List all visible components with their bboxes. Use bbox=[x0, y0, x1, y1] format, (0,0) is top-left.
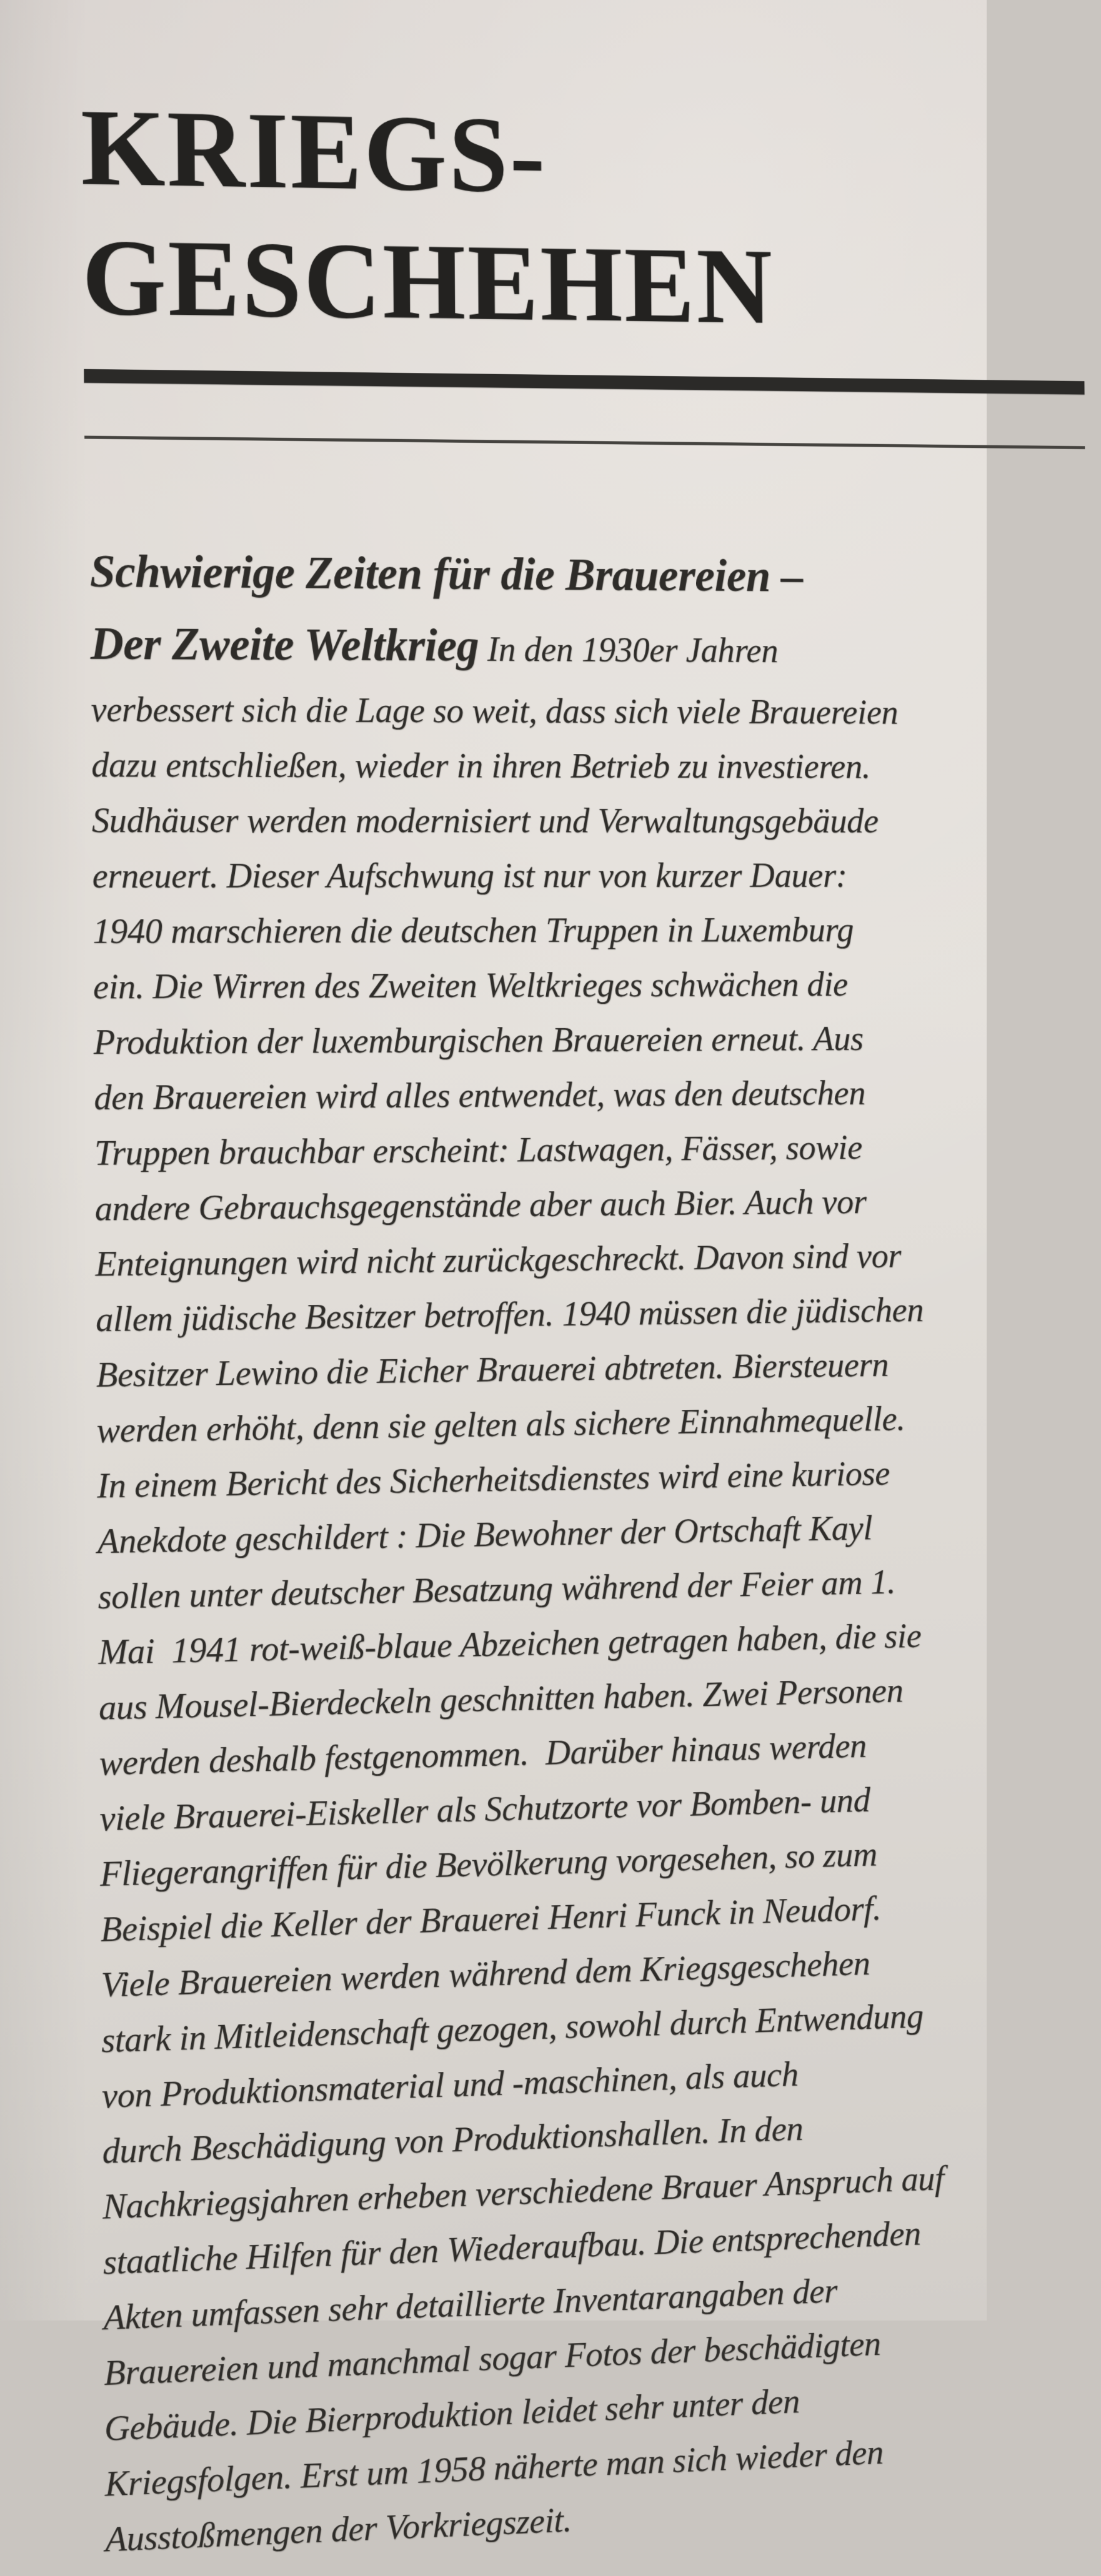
body-line bbox=[93, 961, 935, 1019]
body-line-text: Mai 1941 rot-weiß-blaue Abzeichen getragen haben, die sie bbox=[98, 1616, 922, 1672]
body-line-text: Nachkriegsjahren erheben verschiedene Brauer Anspruch auf bbox=[102, 2159, 944, 2227]
body-line bbox=[93, 1016, 935, 1075]
body-line-text: dazu entschließen, wieder in ihren Betrieb zu investieren. bbox=[91, 745, 871, 786]
body-line-text: Gebäude. Die Bierproduktion leidet sehr unter den bbox=[104, 2382, 800, 2449]
body-line-text: Brauereien und manchmal sogar Fotos der beschädigten bbox=[104, 2324, 881, 2394]
body-line-text: Beispiel die Keller der Brauerei Henri Funck in Neudorf. bbox=[100, 1889, 882, 1949]
body-line-text: Anekdote geschildert : Die Bewohner der Ortschaft Kayl bbox=[97, 1508, 873, 1562]
subtitle-lead-text: Schwierige Zeiten für die Brauereien – bbox=[89, 546, 804, 602]
body-line bbox=[91, 741, 933, 798]
body-line-text: viele Brauerei-Eiskeller als Schutzorte vor Bomben- und bbox=[99, 1780, 870, 1839]
body-line-text: Kriegsfolgen. Erst um 1958 näherte man sich wieder den bbox=[104, 2432, 884, 2504]
body-line-text: aus Mousel-Bierdeckeln geschnitten haben. Zwei Personen bbox=[98, 1671, 904, 1728]
body-line-text: durch Beschädigung von Produktionshallen. In den bbox=[102, 2109, 804, 2171]
body-line bbox=[95, 1232, 937, 1296]
thin-divider-rule bbox=[84, 436, 1085, 450]
body-line bbox=[91, 686, 932, 744]
body-line-text: den Brauereien wird alles entwendet, was den deutschen bbox=[94, 1073, 866, 1117]
body-line bbox=[89, 542, 932, 619]
body-line-text: Truppen brauchbar erscheint: Lastwagen, Fässer, sowie bbox=[94, 1128, 863, 1173]
body-line-text: In einem Bericht des Sicherheitsdienstes wird eine kuriose bbox=[97, 1454, 890, 1506]
body-line bbox=[94, 1124, 936, 1185]
body-line-text: erneuert. Dieser Aufschwung ist nur von kurzer Dauer: bbox=[92, 856, 847, 896]
body-line-text: Fliegerangriffen für die Bevölkerung vorgesehen, so zum bbox=[99, 1835, 877, 1894]
body-line-text: andere Gebrauchsgegenstände aber auch Bier. Auch vor bbox=[94, 1182, 867, 1229]
body-line-text: Produktion der luxemburgischen Brauereien erneut. Aus bbox=[93, 1019, 864, 1063]
body-line bbox=[92, 853, 934, 908]
panel-title bbox=[81, 82, 775, 350]
body-line-text: Sudhäuser werden modernisiert und Verwaltungsgebäude bbox=[91, 801, 879, 841]
body-line-text: werden deshalb festgenommen. Darüber hinaus werden bbox=[99, 1726, 867, 1783]
body-line-text: In den 1930er Jahren bbox=[479, 630, 779, 670]
body-line-text: werden erhöht, denn sie gelten als sichere Einnahmequelle. bbox=[96, 1399, 905, 1450]
body-line-text: staatliche Hilfen für den Wiederaufbau. Die entsprechenden bbox=[102, 2214, 921, 2282]
body-line-text: ein. Die Wirren des Zweiten Weltkrieges schwächen die bbox=[92, 964, 849, 1007]
article-lines bbox=[89, 542, 947, 2572]
body-line-text: verbessert sich die Lage so weit, dass sich viele Brauereien bbox=[91, 690, 899, 732]
body-line-text: Ausstoßmengen der Vorkriegszeit. bbox=[105, 2500, 572, 2560]
body-line-text: 1940 marschieren die deutschen Truppen in Luxemburg bbox=[92, 910, 854, 951]
thick-divider-rule bbox=[84, 369, 1084, 395]
body-line bbox=[92, 797, 934, 853]
body-line bbox=[92, 907, 934, 964]
body-line bbox=[96, 1287, 937, 1352]
body-line-text: stark in Mitleidenschaft gezogen, sowohl durch Entwendung bbox=[101, 1996, 924, 2061]
body-line bbox=[94, 1178, 936, 1241]
body-line-text: Viele Brauereien werden während dem Kriegsgeschehen bbox=[101, 1943, 870, 2005]
subtitle-lead-text: Der Zweite Weltkrieg bbox=[90, 618, 479, 671]
body-line-text: von Produktionsmaterial und -maschinen, als auch bbox=[101, 2054, 799, 2116]
body-line bbox=[94, 1069, 935, 1129]
title-line-2: GESCHEHEN bbox=[81, 216, 775, 347]
body-line-text: sollen unter deutscher Besatzung während der Feier am 1. bbox=[97, 1562, 896, 1617]
body-line-text: Akten umfassen sehr detaillierte Inventarangaben der bbox=[103, 2271, 838, 2338]
body-line-text: Besitzer Lewino die Eicher Brauerei abtreten. Biersteuern bbox=[96, 1345, 889, 1395]
title-line-1: KRIEGS- bbox=[80, 87, 547, 215]
body-line-text: Enteignungen wird nicht zurückgeschreckt. Davon sind vor bbox=[95, 1236, 902, 1284]
body-line bbox=[90, 614, 932, 690]
body-line-text: allem jüdische Besitzer betroffen. 1940 müssen die jüdischen bbox=[95, 1290, 924, 1340]
